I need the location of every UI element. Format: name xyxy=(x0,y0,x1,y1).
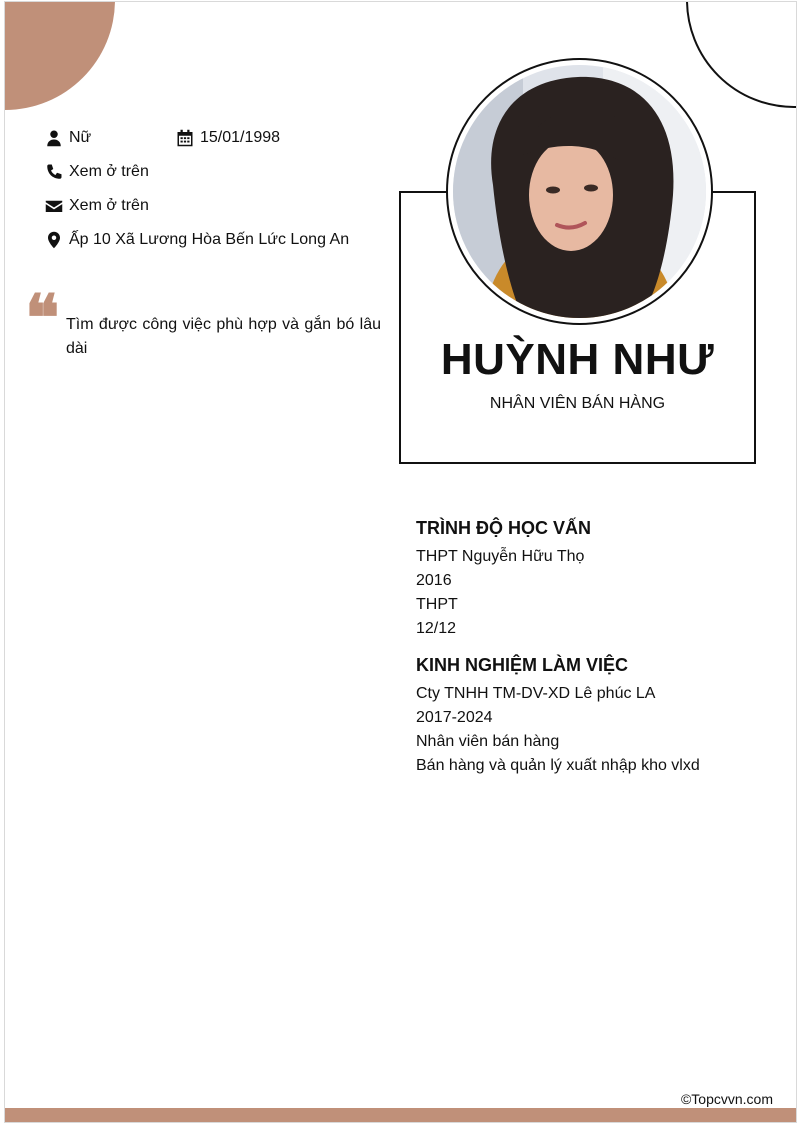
person-icon xyxy=(45,129,63,147)
experience-section xyxy=(416,655,786,778)
email-value: Xem ở trên xyxy=(69,197,149,214)
quote-icon: ❝ xyxy=(25,281,60,356)
birthday-row xyxy=(176,129,280,147)
bottom-accent-bar xyxy=(5,1108,796,1122)
phone-icon xyxy=(45,163,63,181)
calendar-icon xyxy=(176,129,194,147)
copyright-text: ©Topcvvn.com xyxy=(680,1091,773,1107)
cv-page xyxy=(4,1,797,1123)
address-row xyxy=(45,231,349,249)
experience-title: KINH NGHIỆM LÀM VIỆC xyxy=(416,655,629,675)
corner-decoration-ring xyxy=(686,1,797,108)
birthday-value: 15/01/1998 xyxy=(200,129,281,146)
envelope-icon xyxy=(45,197,63,215)
gender-value: Nữ xyxy=(69,129,92,146)
career-objective: Tìm được công việc phù hợp và gắn bó lâu dài xyxy=(66,316,381,357)
education-line: THPT xyxy=(416,596,458,613)
experience-line: Bán hàng và quản lý xuất nhập kho vlxd xyxy=(416,757,700,774)
email-row xyxy=(45,197,149,215)
candidate-name: HUỲNH NHƯ xyxy=(440,335,715,384)
experience-line: 2017-2024 xyxy=(416,709,493,726)
education-title: TRÌNH ĐỘ HỌC VẤN xyxy=(416,518,591,538)
experience-line: Cty TNHH TM-DV-XD Lê phúc LA xyxy=(416,685,656,702)
education-line: THPT Nguyễn Hữu Thọ xyxy=(416,548,585,565)
corner-decoration-blob xyxy=(4,1,115,110)
address-value: Ấp 10 Xã Lương Hòa Bến Lức Long An xyxy=(69,231,350,248)
education-section xyxy=(416,518,786,641)
candidate-position: NHÂN VIÊN BÁN HÀNG xyxy=(489,395,666,412)
avatar xyxy=(453,65,706,318)
location-pin-icon xyxy=(45,231,63,249)
gender-row xyxy=(45,129,91,147)
phone-row xyxy=(45,163,149,181)
phone-value: Xem ở trên xyxy=(69,163,149,180)
education-line: 2016 xyxy=(416,572,452,589)
experience-line: Nhân viên bán hàng xyxy=(416,733,560,750)
education-line: 12/12 xyxy=(416,620,457,637)
